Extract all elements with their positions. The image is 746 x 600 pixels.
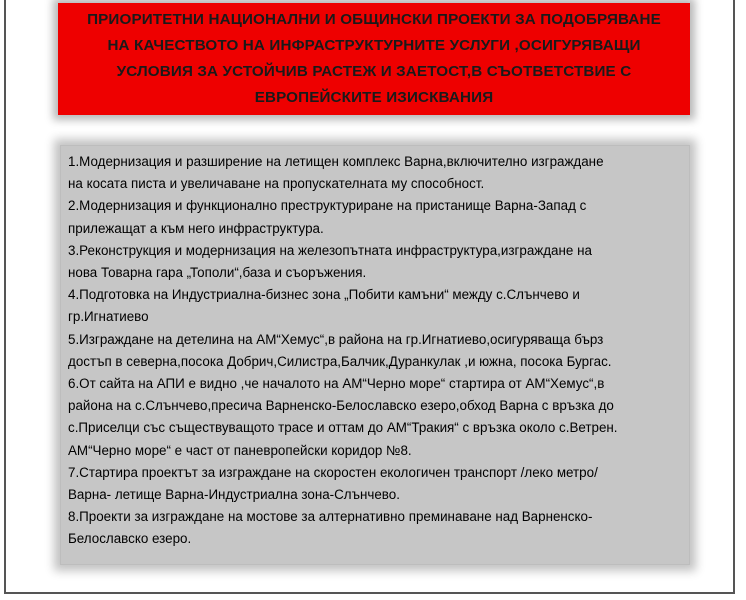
project-item-1 (68, 151, 683, 195)
page-title (87, 7, 661, 111)
project-6-line-3: с.Приселци със съществуващото трасе и оттам до АМ“Тракия“ с връзка около с.Ветрен. (68, 420, 618, 436)
project-3-line-2: нова Товарна гара „Тополи“,база и съоръжения. (68, 265, 367, 281)
project-6-line-2: района на с.Слънчево,пресича Варненско-Белославско езеро,обход Варна с връзка до (68, 398, 614, 414)
project-2-line-2: прилежащат а към него инфраструктура. (68, 220, 324, 236)
project-7-line-2: Варна- летище Варна-Индустриална зона-Слънчево. (68, 487, 400, 503)
project-2-line-1: 2.Модернизация и функционално преструктуриране на пристанище Варна-Запад с (68, 198, 587, 214)
title-line-4: ЕВРОПЕЙСКИТЕ ИЗИСКВАНИЯ (254, 89, 494, 106)
project-1-line-2: на косата писта и увеличаване на пропускателната му способност. (68, 176, 485, 192)
projects-list (68, 151, 683, 551)
project-item-5 (68, 329, 683, 373)
project-item-7 (68, 462, 683, 506)
projects-box (60, 145, 690, 565)
title-banner (58, 3, 690, 115)
project-8-line-1: 8.Проекти за изграждане на мостове за алтернативно преминаване над Варненско- (68, 509, 593, 525)
project-6-line-1: 6.От сайта на АПИ е видно ,че началото на АМ“Черно море“ стартира от АМ“Хемус“,в (68, 376, 605, 392)
project-3-line-1: 3.Реконструкция и модернизация на железопътната инфраструктура,изграждане на (68, 242, 592, 258)
project-item-6 (68, 373, 683, 462)
project-7-line-1: 7.Стартира проектът за изграждане на скоростен екологичен транспорт /леко метро/ (68, 464, 598, 480)
title-line-2: НА КАЧЕСТВОТО НА ИНФРАСТРУКТУРНИТЕ УСЛУГИ ,ОСИГУРЯВАЩИ (107, 37, 641, 54)
project-item-4 (68, 284, 683, 328)
project-1-line-1: 1.Модернизация и разширение на летищен комплекс Варна,включително изграждане (68, 154, 604, 169)
project-4-line-1: 4.Подготовка на Индустриална-бизнес зона „Побити камъни“ между с.Слънчево и (68, 287, 580, 303)
title-line-3: УСЛОВИЯ ЗА УСТОЙЧИВ РАСТЕЖ И ЗАЕТОСТ,В СЪОТВЕТСТВИЕ С (116, 63, 632, 80)
title-line-1: ПРИОРИТЕТНИ НАЦИОНАЛНИ И ОБЩИНСКИ ПРОЕКТИ ЗА ПОДОБРЯВАНЕ (87, 11, 661, 28)
project-item-3 (68, 240, 683, 284)
project-item-8 (68, 506, 683, 550)
project-5-line-1: 5.Изграждане на детелина на АМ“Хемус“,в района на гр.Игнатиево,осигуряваща бърз (68, 331, 604, 347)
project-8-line-2: Белославско езеро. (68, 531, 192, 547)
project-5-line-2: достъп в северна,посока Добрич,Силистра,Балчик,Дуранкулак ,и южна, посока Бургас. (68, 353, 612, 369)
project-6-line-4: АМ“Черно море“ е част от паневропейски коридор №8. (68, 442, 412, 458)
project-item-2 (68, 195, 683, 239)
project-4-line-2: гр.Игнатиево (68, 309, 149, 325)
